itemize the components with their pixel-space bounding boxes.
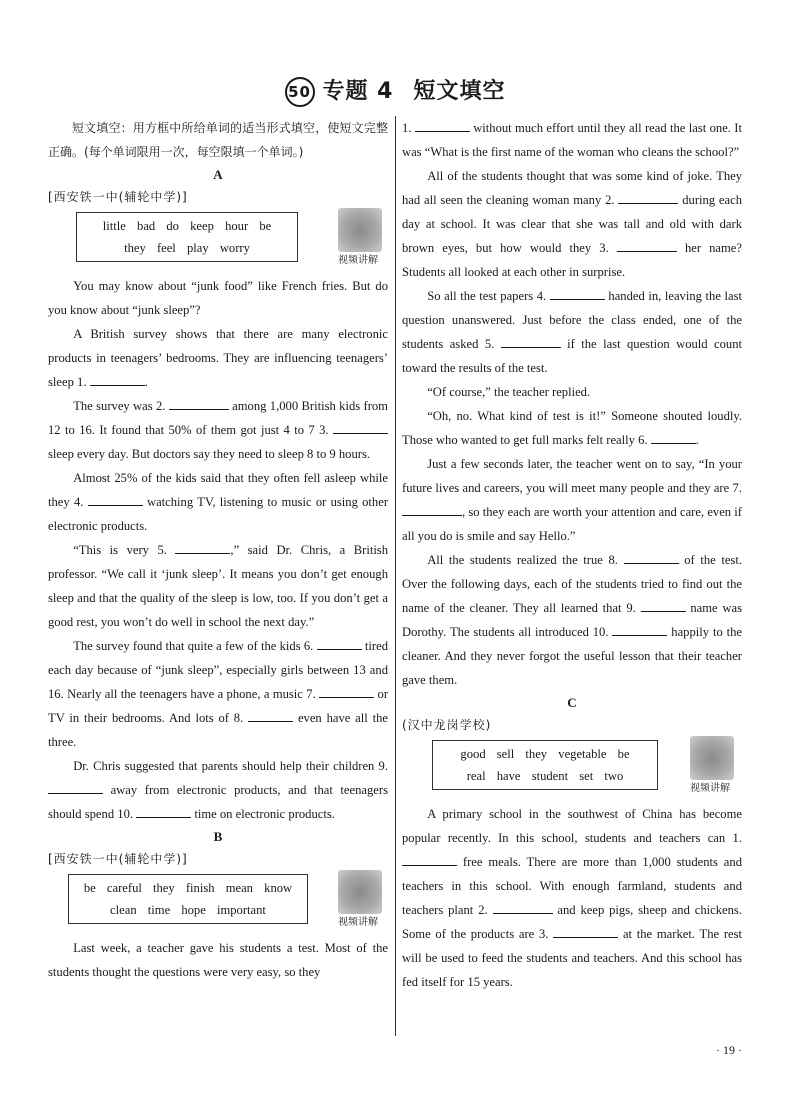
blank-b7[interactable]	[402, 501, 462, 516]
word-item: be	[617, 747, 630, 761]
word-item: important	[216, 903, 266, 917]
word-item: they	[153, 881, 175, 895]
topic-label: 专题 4	[322, 79, 394, 104]
blank-9[interactable]	[48, 779, 103, 794]
page-title	[0, 74, 790, 107]
page-number: · 19 ·	[716, 1043, 742, 1057]
word-item: set	[579, 769, 594, 783]
blank-2[interactable]	[169, 395, 229, 410]
word-item: worry	[219, 241, 250, 255]
word-item: feel	[156, 241, 176, 255]
blank-b4[interactable]	[550, 285, 605, 300]
section-c-word-box	[432, 740, 658, 790]
section-a-paragraph: Dr. Chris suggested that parents should help their children 9. away from electronic products, and that teenagers should spend 10. time on electronic products.	[48, 759, 388, 821]
blank-c2[interactable]	[493, 899, 553, 914]
word-item: vegetable	[558, 747, 607, 761]
section-b-paragraph: 1. without much effort until they all read the last one. It was “What is the first name of the woman who cleans the school?”	[402, 116, 742, 164]
blank-c3[interactable]	[553, 923, 618, 938]
section-a-paragraph: A British survey shows that there are many electronic products in teenagers’ bedrooms. They are influencing teenagers’ sleep 1. .	[48, 327, 388, 389]
blank-b5[interactable]	[501, 333, 561, 348]
blank-8[interactable]	[248, 707, 293, 722]
topic-number-badge: 50	[285, 77, 315, 107]
column-divider	[395, 116, 396, 1036]
section-b-paragraph: All the students realized the true 8. of the test. Over the following days, each of the students tried to find out the name of the cleaner. They all learned that 9. name was Dorothy. The students all introduced 10. happily to the cleaner. And they never forgot the useful lesson that their teacher gave them.	[402, 548, 742, 692]
section-a-paragraph: “This is very 5. ,” said Dr. Chris, a British professor. “We call it ‘junk sleep’. It means you don’t get enough sleep and that the quality of the sleep is low, too. If you don’t get a good rest, you won’t do well in school the next day.”	[48, 538, 388, 634]
word-item: clean	[110, 903, 137, 917]
word-item: finish	[185, 881, 215, 895]
blank-10[interactable]	[136, 803, 191, 818]
qr-code-icon[interactable]	[338, 208, 382, 252]
qr-code-icon[interactable]	[338, 870, 382, 914]
word-item: know	[264, 881, 293, 895]
word-item: time	[147, 903, 171, 917]
blank-b8[interactable]	[624, 549, 679, 564]
blank-7[interactable]	[319, 683, 374, 698]
section-a-word-box	[76, 212, 298, 262]
word-item: have	[496, 769, 521, 783]
word-item: careful	[106, 881, 142, 895]
section-b-word-box	[68, 874, 308, 924]
blank-5[interactable]	[175, 539, 230, 554]
section-a-school: [西安铁一中(辅轮中学)]	[48, 190, 188, 204]
right-column	[402, 116, 742, 994]
word-item: real	[466, 769, 486, 783]
word-item: mean	[225, 881, 253, 895]
word-item: they	[124, 241, 146, 255]
word-item: little	[102, 219, 126, 233]
section-a-paragraph: The survey was 2. among 1,000 British kids from 12 to 16. It found that 50% of them got just 4 to 7 3. sleep every day. But doctors say they need to sleep 8 to 9 hours.	[48, 394, 388, 466]
blank-b2[interactable]	[618, 189, 678, 204]
word-item: be	[83, 881, 96, 895]
section-b-paragraph: “Of course,” the teacher replied.	[427, 385, 591, 399]
word-item: hour	[225, 219, 249, 233]
blank-1[interactable]	[90, 371, 145, 386]
section-c-word-box-row	[402, 736, 742, 802]
qr-label: 视频讲解	[338, 917, 378, 928]
section-b-paragraph: Just a few seconds later, the teacher went on to say, “In your future lives and careers, you will meet many people and they are 7. , so they each are worth your attention and care, even if all you do is smile and say Hello.”	[402, 457, 742, 543]
section-b-paragraph: So all the test papers 4. handed in, leaving the last question unanswered. Just before the class ended, one of the students asked 5. if the last question would count toward the results of the test.	[402, 284, 742, 380]
word-item: be	[259, 219, 272, 233]
section-b-paragraph: All of the students thought that was some kind of joke. They had all seen the cleaning woman many 2. during each day at school. It was clear that she was tall and old with dark brown eyes, but how would they 3. her name? Students all looked at each other in surprise.	[402, 169, 742, 279]
section-b-paragraph: Last week, a teacher gave his students a test. Most of the students thought the questions were very easy, so they	[48, 941, 388, 979]
qr-label: 视频讲解	[690, 783, 730, 794]
section-c-school: (汉中龙岗学校)	[402, 718, 492, 732]
section-c-heading: C	[567, 695, 577, 710]
word-item: keep	[190, 219, 214, 233]
blank-c1[interactable]	[402, 851, 457, 866]
section-b-school: [西安铁一中(辅轮中学)]	[48, 852, 188, 866]
word-item: two	[604, 769, 624, 783]
qr-label: 视频讲解	[338, 255, 378, 266]
section-c-paragraph: A primary school in the southwest of China has become popular recently. In this school, students and teachers can 1. free meals. There are more than 1,000 students and teachers in this school. With enough farmland, students and teachers plant 2. and keep pigs, sheep and chickens. Some of the products are 3. at the market. The rest will be used to feed the students and teachers. And this school has fed itself for 15 years.	[402, 807, 743, 989]
word-item: sell	[496, 747, 515, 761]
blank-3[interactable]	[333, 419, 388, 434]
section-b-word-box-row	[48, 870, 388, 936]
qr-code-icon[interactable]	[690, 736, 734, 780]
word-item: student	[531, 769, 569, 783]
blank-6[interactable]	[317, 635, 362, 650]
blank-4[interactable]	[88, 491, 143, 506]
blank-b9[interactable]	[641, 597, 686, 612]
blank-b6[interactable]	[651, 429, 696, 444]
word-item: good	[460, 747, 486, 761]
section-b-heading: B	[213, 829, 223, 844]
blank-b1[interactable]	[415, 117, 470, 132]
word-item: hope	[181, 903, 206, 917]
left-column	[48, 116, 388, 984]
blank-b3[interactable]	[617, 237, 677, 252]
section-a-word-box-row	[48, 208, 388, 274]
instructions: 短文填空：用方框中所给单词的适当形式填空，使短文完整正确。(每个单词限用一次，每空限填一个单词。)	[48, 121, 388, 159]
word-item: play	[186, 241, 209, 255]
section-a-paragraph: You may know about “junk food” like French fries. But do you know about “junk sleep”?	[48, 279, 388, 317]
word-item: bad	[137, 219, 156, 233]
section-a-paragraph: Almost 25% of the kids said that they often fell asleep while they 4. watching TV, listening to music or using other electronic products.	[48, 471, 389, 533]
blank-b10[interactable]	[612, 621, 667, 636]
section-a-paragraph: The survey found that quite a few of the kids 6. tired each day because of “junk sleep”, especially girls between 13 and 16. Nearly all the teenagers have a phone, a music 7. or TV in their bedrooms. And lots of 8. even have all the three.	[48, 634, 388, 754]
section-a-heading: A	[213, 167, 223, 182]
word-item: do	[166, 219, 179, 233]
word-item: they	[525, 747, 548, 761]
topic-title: 短文填空	[413, 79, 506, 104]
section-b-paragraph: “Oh, no. What kind of test is it!” Someone shouted loudly. Those who wanted to get full marks felt really 6. .	[402, 409, 742, 447]
